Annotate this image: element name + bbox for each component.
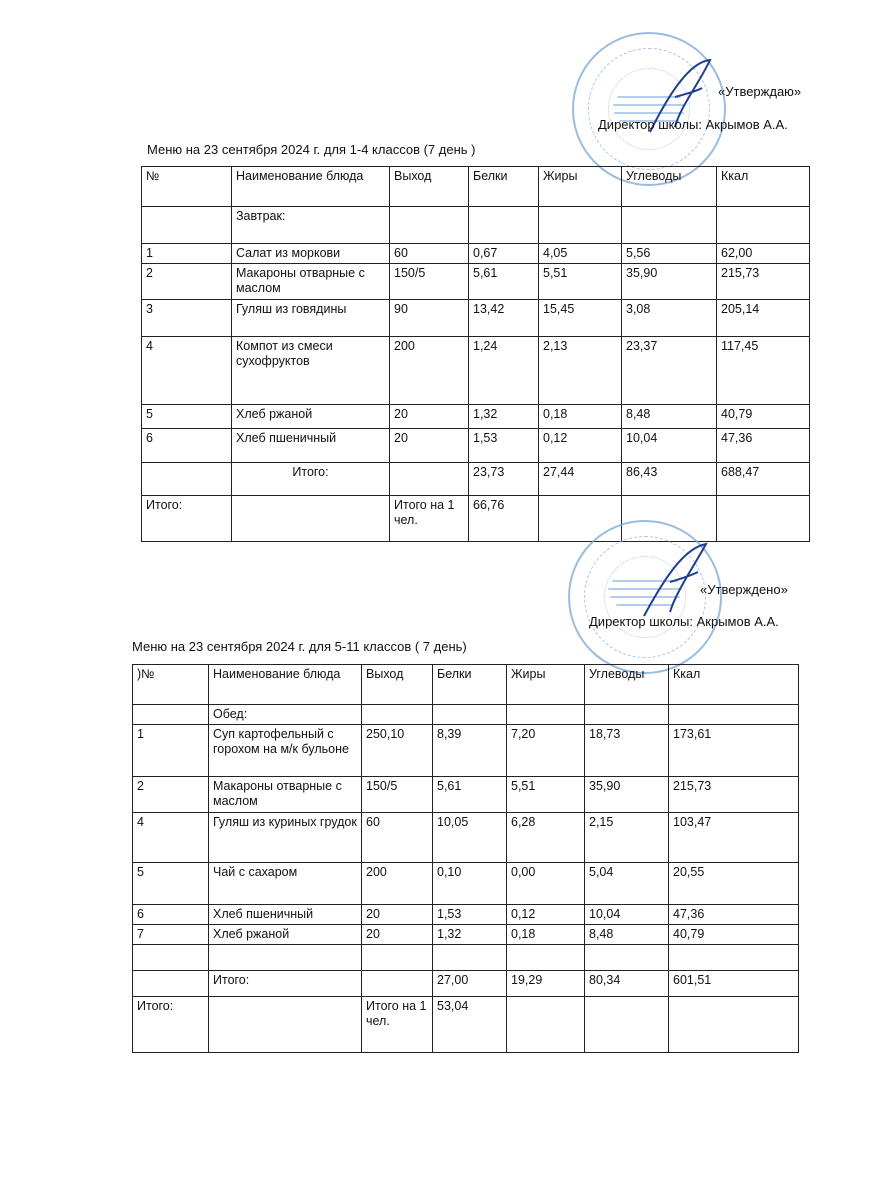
header-protein: Белки [433,665,507,705]
cell-kcal: 215,73 [717,264,810,300]
cell-yield: 200 [362,863,433,905]
director-signature [636,534,716,624]
menu-title-2: Меню на 23 сентября 2024 г. для 5-11 классов ( 7 день) [132,639,467,654]
cell-dish: Суп картофельный с горохом на м/к бульоне [209,725,362,777]
subtotal-protein: 27,00 [433,971,507,997]
empty-row [133,945,799,971]
cell-fat: 0,18 [507,925,585,945]
cell-number: 4 [133,813,209,863]
cell-protein: 1,32 [433,925,507,945]
cell-yield: 200 [390,337,469,405]
table-row [142,405,810,429]
cell-number: 2 [133,777,209,813]
header-yield: Выход [362,665,433,705]
header-carbs: Углеводы [585,665,669,705]
subtotal-kcal: 601,51 [669,971,799,997]
cell-carbs: 35,90 [622,264,717,300]
cell-fat: 0,00 [507,863,585,905]
menu-table-2 [132,664,799,1053]
total-per-person-value: 66,76 [469,496,539,542]
table-row [133,813,799,863]
cell-kcal: 103,47 [669,813,799,863]
table-row [133,905,799,925]
cell-carbs: 35,90 [585,777,669,813]
cell-yield: 60 [362,813,433,863]
cell-yield: 250,10 [362,725,433,777]
total-label: Итого: [142,496,232,542]
table-row [133,777,799,813]
approval-signatory-2: Директор школы: Акрымов А.А. [589,614,779,629]
header-number: № [142,167,232,207]
cell-protein: 8,39 [433,725,507,777]
cell-protein: 5,61 [469,264,539,300]
subtotal-carbs: 86,43 [622,463,717,496]
header-fat: Жиры [507,665,585,705]
cell-carbs: 5,56 [622,244,717,264]
cell-yield: 20 [390,429,469,463]
cell-number: 6 [142,429,232,463]
cell-protein: 0,10 [433,863,507,905]
header-carbs: Углеводы [622,167,717,207]
cell-kcal: 62,00 [717,244,810,264]
cell-fat: 0,12 [507,905,585,925]
subtotal-label: Итого: [232,463,390,496]
header-dish-name: Наименование блюда [209,665,362,705]
total-label: Итого: [133,997,209,1053]
table-row [142,300,810,337]
meal-row [133,705,799,725]
cell-protein: 1,53 [469,429,539,463]
cell-carbs: 5,04 [585,863,669,905]
cell-dish: Хлеб пшеничный [232,429,390,463]
subtotal-fat: 27,44 [539,463,622,496]
approval-heading-1: «Утверждаю» [718,84,802,99]
cell-number: 6 [133,905,209,925]
cell-kcal: 47,36 [717,429,810,463]
cell-kcal: 40,79 [669,925,799,945]
total-row [133,997,799,1053]
cell-number: 5 [133,863,209,905]
cell-dish: Хлеб пшеничный [209,905,362,925]
table-header-row [142,167,810,207]
cell-fat: 15,45 [539,300,622,337]
subtotal-kcal: 688,47 [717,463,810,496]
cell-fat: 2,13 [539,337,622,405]
cell-kcal: 20,55 [669,863,799,905]
header-kcal: Ккал [669,665,799,705]
cell-dish: Чай с сахаром [209,863,362,905]
cell-fat: 5,51 [539,264,622,300]
table-row [142,244,810,264]
cell-fat: 5,51 [507,777,585,813]
cell-dish: Салат из моркови [232,244,390,264]
menu-table-1 [141,166,810,542]
cell-kcal: 205,14 [717,300,810,337]
cell-fat: 0,12 [539,429,622,463]
table-row [133,863,799,905]
cell-number: 5 [142,405,232,429]
cell-protein: 0,67 [469,244,539,264]
cell-carbs: 10,04 [622,429,717,463]
cell-dish: Гуляш из куриных грудок [209,813,362,863]
header-fat: Жиры [539,167,622,207]
meal-label: Завтрак: [232,207,390,244]
cell-fat: 0,18 [539,405,622,429]
cell-protein: 1,24 [469,337,539,405]
cell-fat: 7,20 [507,725,585,777]
header-kcal: Ккал [717,167,810,207]
cell-carbs: 18,73 [585,725,669,777]
cell-dish: Макароны отварные с маслом [209,777,362,813]
cell-number: 1 [133,725,209,777]
header-yield: Выход [390,167,469,207]
cell-protein: 10,05 [433,813,507,863]
cell-dish: Хлеб ржаной [232,405,390,429]
cell-fat: 6,28 [507,813,585,863]
cell-kcal: 40,79 [717,405,810,429]
cell-dish: Гуляш из говядины [232,300,390,337]
approval-heading-2: «Утверждено» [700,582,788,597]
table-row [142,429,810,463]
table-row [142,264,810,300]
table-row [142,337,810,405]
cell-kcal: 215,73 [669,777,799,813]
subtotal-label: Итого: [209,971,362,997]
cell-yield: 150/5 [390,264,469,300]
table-row [133,725,799,777]
cell-protein: 5,61 [433,777,507,813]
cell-protein: 13,42 [469,300,539,337]
total-per-person-label: Итого на 1 чел. [362,997,433,1053]
subtotal-protein: 23,73 [469,463,539,496]
cell-protein: 1,53 [433,905,507,925]
cell-carbs: 8,48 [622,405,717,429]
cell-yield: 20 [390,405,469,429]
cell-carbs: 2,15 [585,813,669,863]
total-per-person-value: 53,04 [433,997,507,1053]
cell-dish: Компот из смеси сухофруктов [232,337,390,405]
header-protein: Белки [469,167,539,207]
total-per-person-label: Итого на 1 чел. [390,496,469,542]
meal-label: Обед: [209,705,362,725]
subtotal-carbs: 80,34 [585,971,669,997]
subtotal-row [142,463,810,496]
cell-number: 1 [142,244,232,264]
cell-kcal: 117,45 [717,337,810,405]
cell-fat: 4,05 [539,244,622,264]
cell-protein: 1,32 [469,405,539,429]
cell-kcal: 173,61 [669,725,799,777]
cell-dish: Макароны отварные с маслом [232,264,390,300]
meal-row [142,207,810,244]
table-header-row [133,665,799,705]
cell-carbs: 8,48 [585,925,669,945]
cell-number: 4 [142,337,232,405]
table-row [133,925,799,945]
cell-yield: 90 [390,300,469,337]
cell-carbs: 3,08 [622,300,717,337]
cell-number: 2 [142,264,232,300]
subtotal-fat: 19,29 [507,971,585,997]
cell-number: 3 [142,300,232,337]
menu-title-1: Меню на 23 сентября 2024 г. для 1-4 классов (7 день ) [147,142,476,157]
cell-yield: 20 [362,925,433,945]
cell-kcal: 47,36 [669,905,799,925]
cell-carbs: 10,04 [585,905,669,925]
header-dish-name: Наименование блюда [232,167,390,207]
header-number: )№ [133,665,209,705]
cell-dish: Хлеб ржаной [209,925,362,945]
subtotal-row [133,971,799,997]
cell-yield: 20 [362,905,433,925]
cell-number: 7 [133,925,209,945]
cell-yield: 150/5 [362,777,433,813]
approval-signatory-1: Директор школы: Акрымов А.А. [598,117,788,132]
cell-carbs: 23,37 [622,337,717,405]
cell-yield: 60 [390,244,469,264]
